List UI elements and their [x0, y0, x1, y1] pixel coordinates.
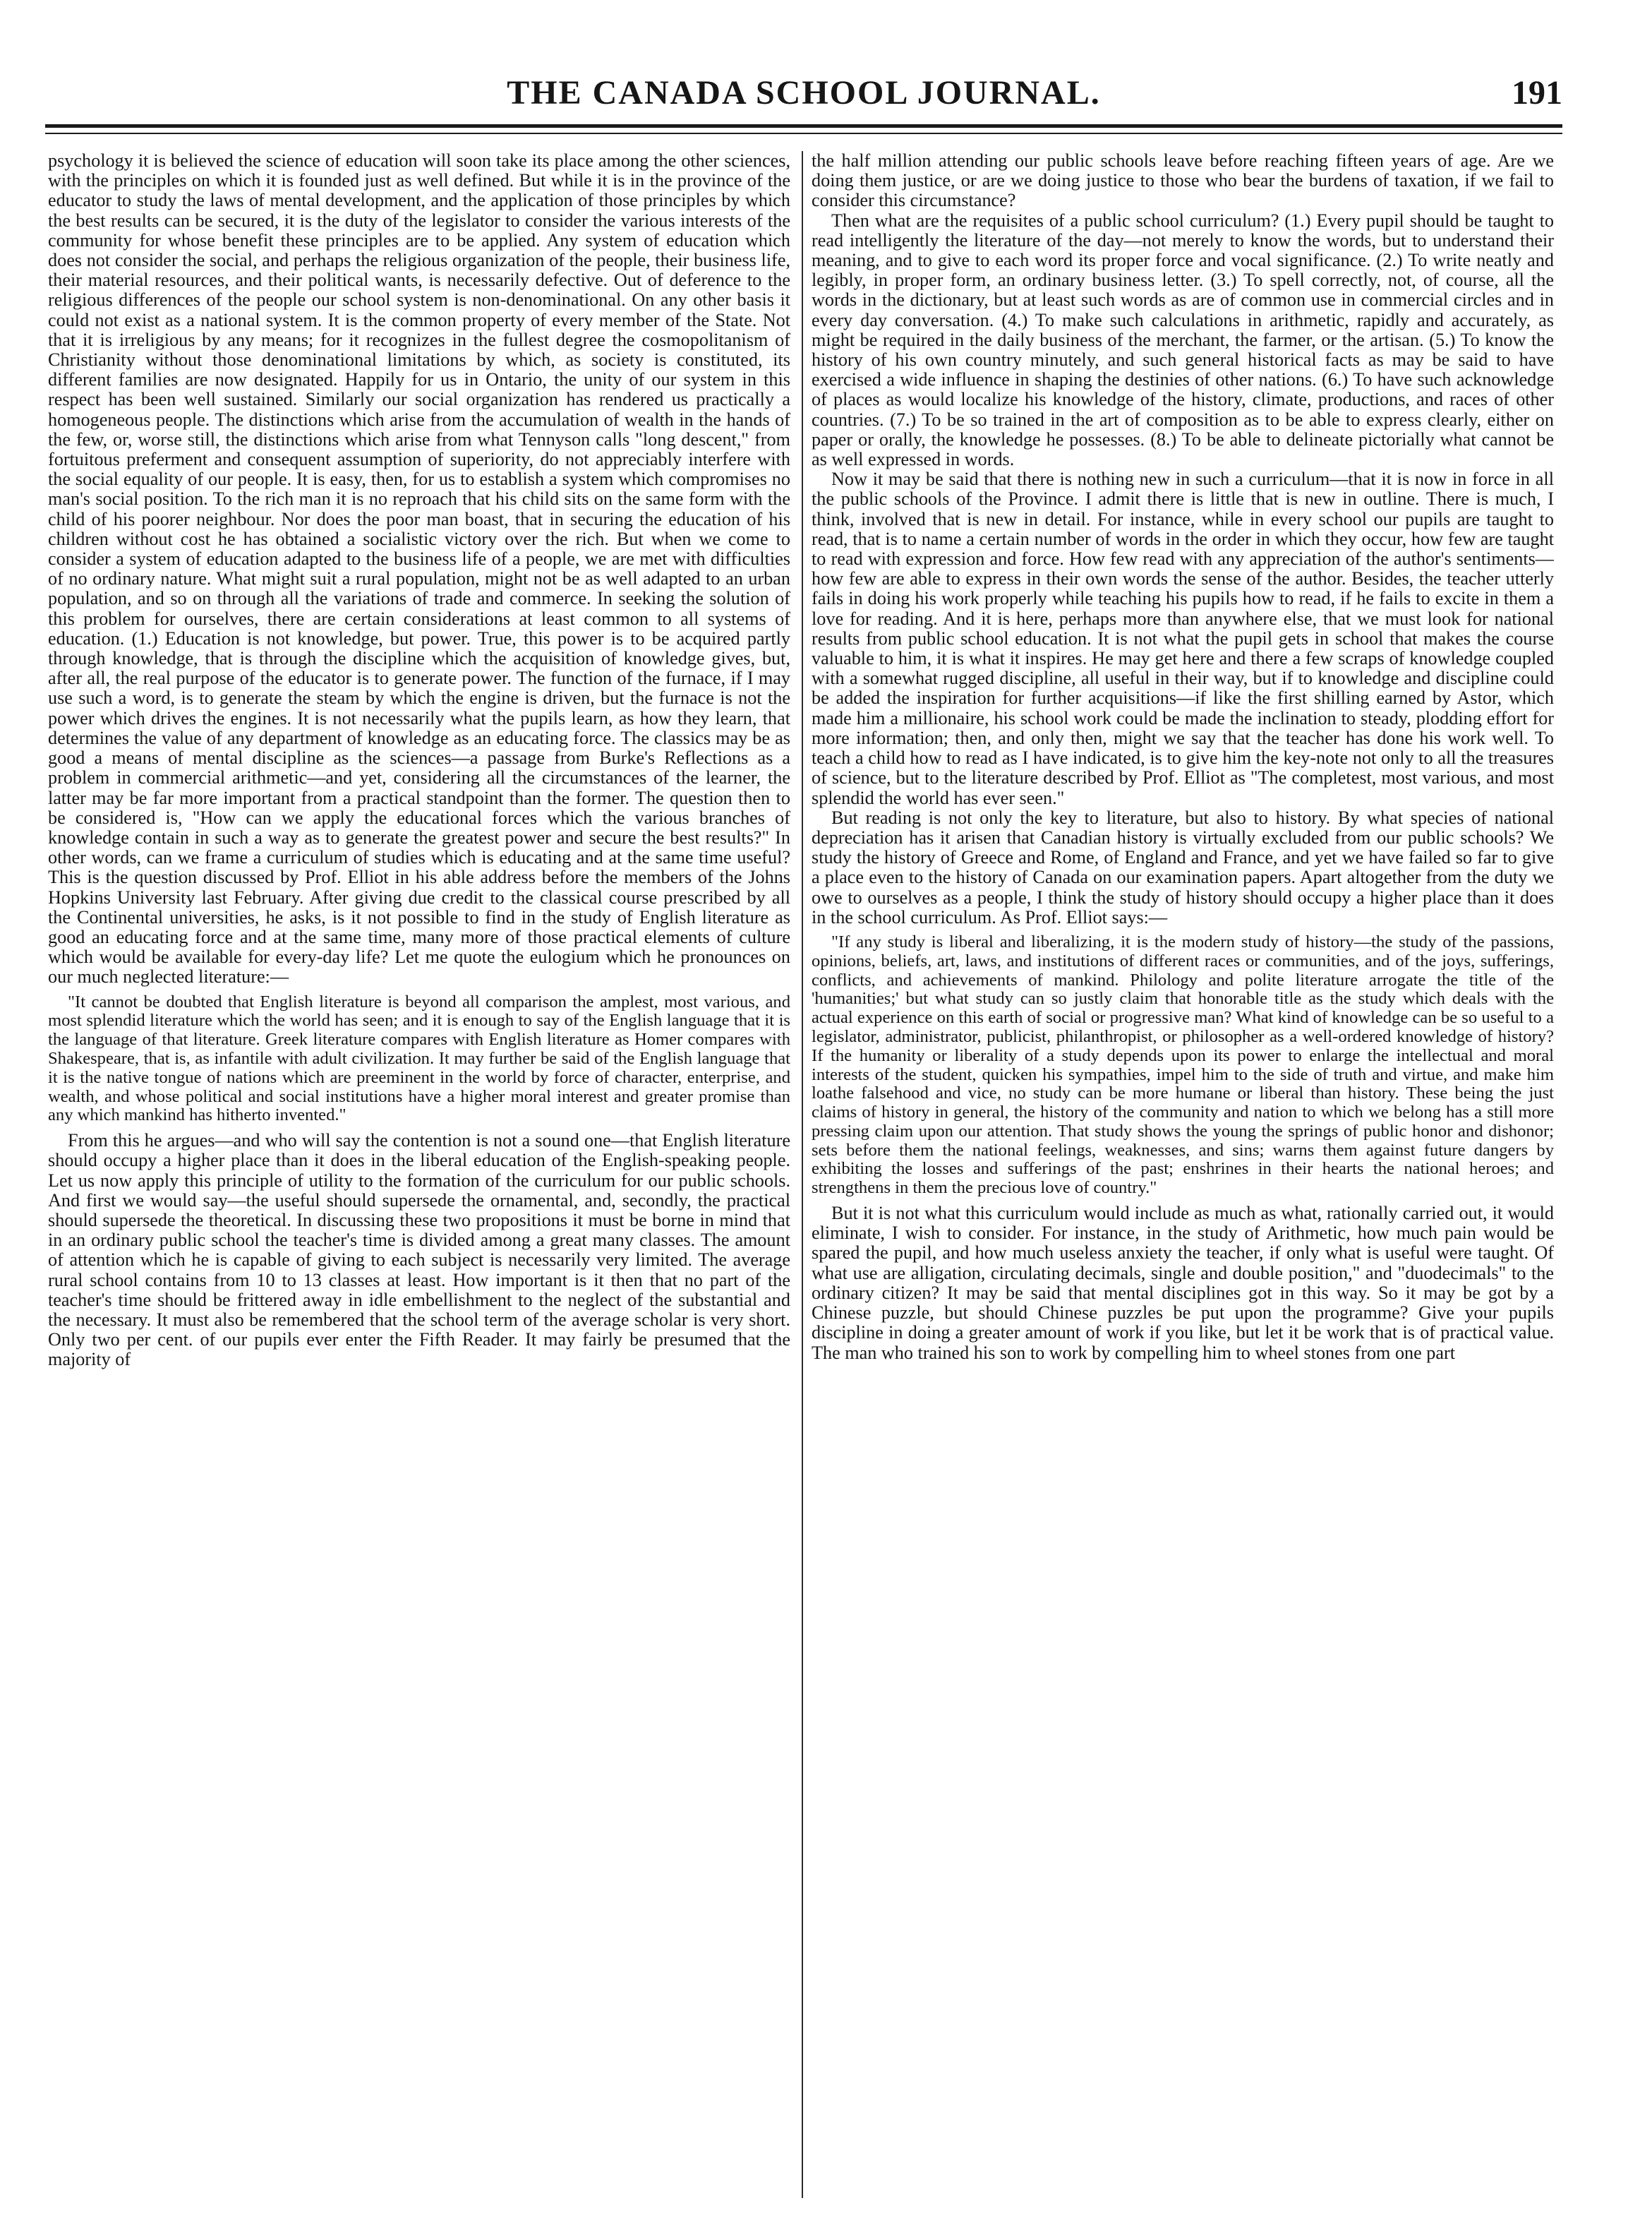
page-header	[45, 71, 1562, 116]
paragraph: But it is not what this curriculum would include as much as what, rationally carried out, it would eliminate, I wish to consider. For instance, in the study of Arithmetic, how much pain would be spared the pupil, and how much useless anxiety the teacher, if only what is useful were taught. Of what use are alligation, circulating decimals, single and double position," and "duodecimals" to the ordinary citizen? It may be said that mental disciplines got in this way. So it may be got by a Chinese puzzle, but should Chinese puzzles be put upon the programme? Give your pupils discipline in doing a greater amount of work if you like, but let it be work that is of practical value. The man who trained his son to work by compelling him to wheel stones from one part	[812, 1203, 1554, 1363]
paragraph: But reading is not only the key to literature, but also to history. By what species of national depreciation has it arisen that Canadian history is virtually excluded from our public schools? We study the history of Greece and Rome, of England and France, and yet we have failed so far to give a place even to the history of Canada on our examination papers. Apart altogether from the duty we owe to ourselves as a people, I think the study of history should occupy a higher place than it does in the school curriculum. As Prof. Elliot says:—	[812, 807, 1554, 928]
paragraph: psychology it is believed the science of education will soon take its place among the other sciences, with the principles on which it is founded just as well defined. But while it is in the province of the educator to study the laws of mental development, and the application of those principles by which the best results can be secured, it is the duty of the legislator to consider the various interests of the community for whose benefit these principles are to be applied. Any system of education which does not consider the social, and perhaps the religious organization of the people, their business life, their material resources, and their political wants, is necessarily defective. Out of deference to the religious differences of the people our school system is non-denominational. On any other basis it could not exist as a national system. It is the common property of every member of the State. Not that it is irreligious by any means; for it recognizes in the fullest degree the cosmopolitanism of Christianity without those denominational limitations by which, as society is constituted, its different families are now designated. Happily for us in Ontario, the unity of our system in this respect has been well sustained. Similarly our social organization has rendered us practically a homogeneous people. The distinctions which arise from the accumulation of wealth in the hands of the few, or, worse still, the distinctions which arise from what Tennyson calls "long descent," from fortuitous preferment and consequent assumption of superiority, do not appreciably interfere with the social equality of our people. It is easy, then, for us to establish a system which compromises no man's social position. To the rich man it is no reproach that his child sits on the same form with the child of his poorer neighbour. Nor does the poor man boast, that in securing the education of his children without cost he has obtained a socialistic victory over the rich. But when we come to consider a system of education adapted to the business life of a people, we are met with difficulties of no ordinary nature. What might suit a rural population, might not be as well adapted to an urban population, and so on through all the variations of trade and commerce. In seeking the solution of this problem for ourselves, there are certain considerations at least common to all systems of education. (1.) Education is not knowledge, but power. True, this power is to be acquired partly through knowledge, that is through the discipline which the acquisition of knowledge gives, but, after all, the real purpose of the educator is to generate power. The function of the furnace, if I may use such a word, is to generate the steam by which the engine is driven, but the furnace is not the power which drives the engines. It is not necessarily what the pupils learn, as how they learn, that determines the value of any department of knowledge as an educating force. The classics may be as good a means of mental discipline as the sciences—a passage from Burke's Reflections as a problem in commercial arithmetic—and yet, considering all the circumstances of the learner, the latter may be far more important from a practical standpoint than the former. The question then to be considered is, "How can we apply the educational forces which the various branches of knowledge contain in such a way as to generate the greatest power and secure the best results?" In other words, can we frame a curriculum of studies which is educating and at the same time useful? This is the question discussed by Prof. Elliot in his able address before the members of the Johns Hopkins University last February. After giving due credit to the classical course prescribed by all the Continental universities, he asks, is it not possible to find in the study of English literature as good an educating force and at the same time, many more of those practical elements of culture which would be available for every-day life? Let me quote the eulogium which he pronounces on our much neglected literature:—	[48, 151, 790, 988]
paragraph: Now it may be said that there is nothing new in such a curriculum—that it is now in force in all the public schools of the Province. I admit there is little that is new in outline. There is much, I think, involved that is new in detail. For instance, while in every school our pupils are taught to read, that is to name a certain number of words in the order in which they occur, how few are taught to read with expression and force. How few read with any appreciation of the author's sentiments—how few are able to express in their own words the sense of the author. Besides, the teacher utterly fails in doing his work properly while teaching his pupils how to read, if he fails to excite in them a love for reading. And it is here, perhaps more than anywhere else, that we must look for national results from public school education. It is not what the pupil gets in school that makes the course valuable to him, it is what it inspires. He may get here and there a few scraps of knowledge coupled with a somewhat rugged discipline, all useful in their way, but if to knowledge and discipline could be added the inspiration for further acquisitions—if like the first shilling earned by Astor, which made him a millionaire, his school work could be made the inclination to steady, plodding effort for more information; then, and only then, might we say that the teacher has done his work well. To teach a child how to read as I have indicated, is to give him the key-note not only to all the treasures of science, but to the literature described by Prof. Elliot as "The completest, most various, and most splendid the world has ever seen."	[812, 469, 1554, 808]
page-number: 191	[1512, 74, 1562, 112]
block-quote: "It cannot be doubted that English literature is beyond all comparison the amplest, most various, and most splendid literature which the world has seen; and it is enough to say of the English language that it is the language of that literature. Greek literature compares with English literature as Homer compares with Shakespeare, that is, as infantile with adult civilization. It may further be said of the English language that it is the native tongue of nations which are preeminent in the world by force of character, enterprise, and wealth, and whose political and social institutions have a higher moral interest and greater promise than any which mankind has hitherto invented."	[48, 992, 790, 1125]
journal-title: THE CANADA SCHOOL JOURNAL.	[507, 74, 1101, 112]
right-column	[812, 151, 1554, 2219]
block-quote: "If any study is liberal and liberalizing, it is the modern study of history—the study of the passions, opinions, beliefs, art, laws, and institutions of different races or communities, and of the joys, sufferings, conflicts, and achievements of mankind. Philology and polite literature arrogate the title of the 'humanities;' but what study can so justly claim that honorable title as the study which deals with the actual experience on this earth of social or progressive man? What kind of knowledge can be so useful to a legislator, administrator, publicist, philanthropist, or philosopher as a well-ordered knowledge of history? If the humanity or liberality of a study depends upon its power to enlarge the intellectual and moral interests of the student, quicken his sympathies, impel him to the side of truth and virtue, and make him loathe falsehood and vice, no study can be more humane or liberal than history. These being the just claims of history in general, the history of the community and nation to which we belong has a still more pressing claim upon our attention. That study shows the young the springs of public honor and dishonor; sets before them the national feelings, weaknesses, and sins; warns them against future dangers by exhibiting the losses and sufferings of the past; enshrines in their hearts the national heroes; and strengthens in them the precious love of country."	[812, 932, 1554, 1198]
header-rule-thick	[45, 124, 1562, 128]
column-divider	[802, 151, 803, 2198]
paragraph: Then what are the requisites of a public school curriculum? (1.) Every pupil should be taught to read intelligently the literature of the day—not merely to know the words, but to understand their meaning, and to give to each word its proper force and vocal significance. (2.) To write neatly and legibly, in proper form, an ordinary business letter. (3.) To spell correctly, not, of course, all the words in the dictionary, but at least such words as are of common use in commercial circles and in every day conversation. (4.) To make such calculations in arithmetic, rapidly and accurately, as might be required in the daily business of the merchant, the farmer, or the artisan. (5.) To know the history of his own country minutely, and such general historical facts as may be said to have exercised a wide influence in shaping the destinies of other nations. (6.) To have such acknowledge of places as would localize his knowledge of the history, climate, productions, and races of other countries. (7.) To be so trained in the art of composition as to be able to express clearly, either on paper or orally, the knowledge he possesses. (8.) To be able to delineate pictorially what cannot be as well expressed in words.	[812, 210, 1554, 470]
header-rule-thin	[45, 133, 1562, 134]
paragraph: From this he argues—and who will say the contention is not a sound one—that English literature should occupy a higher place than it does in the liberal education of the English-speaking people. Let us now apply this principle of utility to the formation of the curriculum for our public schools. And first we would say—the useful should supersede the ornamental, and, secondly, the practical should supersede the theoretical. In discussing these two propositions it must be borne in mind that in an ordinary public school the teacher's time is divided among a great many classes. The amount of attention which he is capable of giving to each subject is necessarily very limited. The average rural school contains from 10 to 13 classes at least. How important is it then that no part of the teacher's time should be frittered away in idle embellishment to the neglect of the substantial and the necessary. It must also be remembered that the school term of the average scholar is very short. Only two per cent. of our pupils ever enter the Fifth Reader. It may fairly be presumed that the majority of	[48, 1130, 790, 1370]
left-column	[48, 151, 790, 2219]
paragraph: the half million attending our public schools leave before reaching fifteen years of age. Are we doing them justice, or are we doing justice to those who bear the burdens of taxation, if we fail to consider this circumstance?	[812, 151, 1554, 211]
